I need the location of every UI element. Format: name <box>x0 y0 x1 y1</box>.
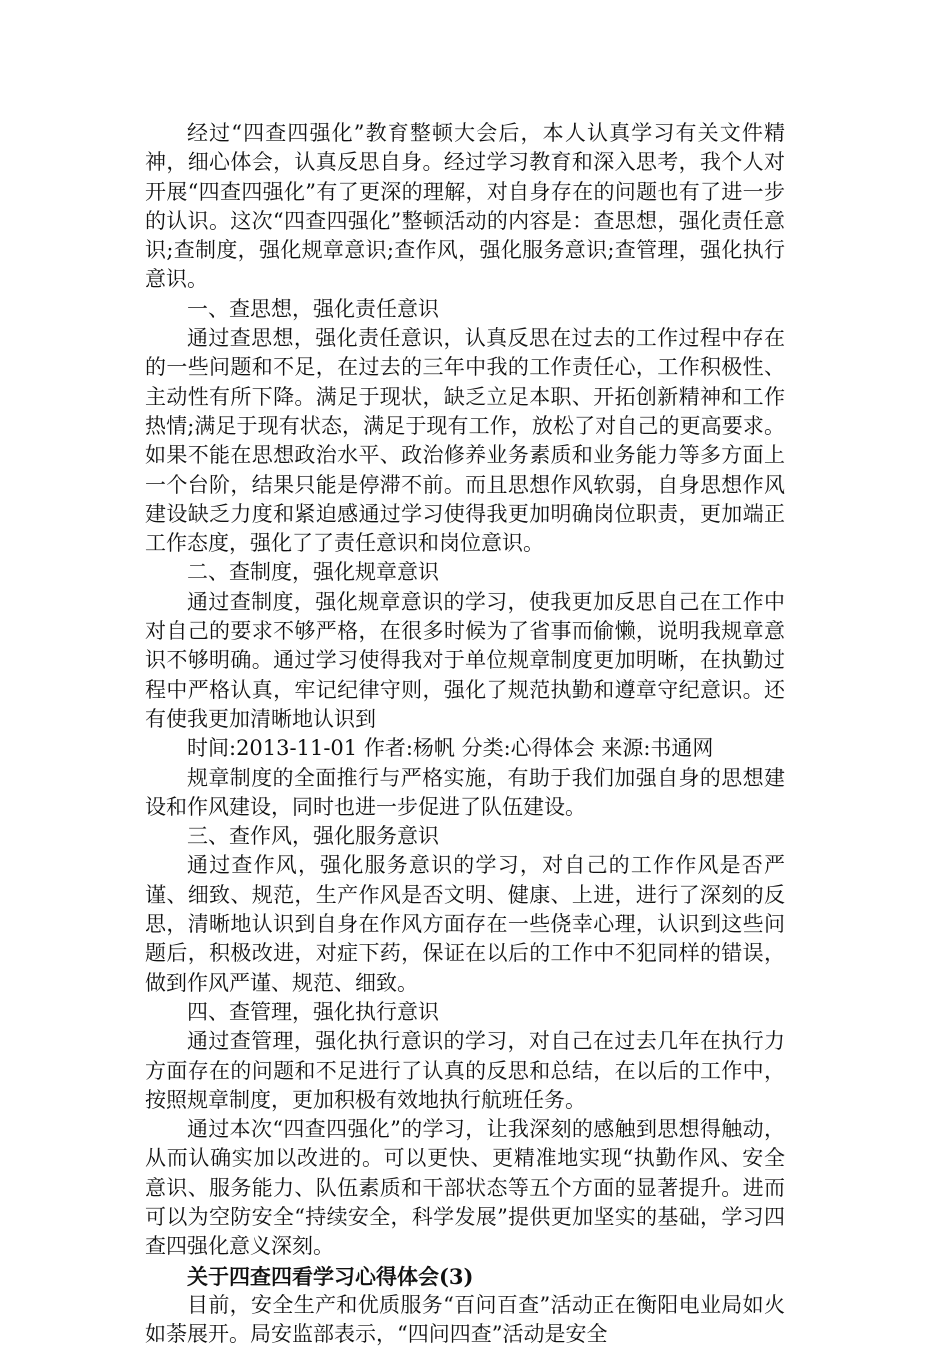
article-title: 关于四查四看学习心得体会(3) <box>187 1263 474 1289</box>
section-heading-1: 一、查思想，强化责任意识 <box>187 296 439 321</box>
section-2-paragraph: 通过查制度，强化规章意识的学习，使我更加反思自己在工作中对自己的要求不够严格，在很多时候为了省事而偷懒，说明我规章意识不够明确。通过学习使得我对于单位规章制度更加明晰，在执勤过程中严格认真，牢记纪律守则，强化了规范执勤和遵章守纪意识。还有使我更加清晰地认识到 <box>145 589 785 731</box>
section-1-paragraph: 通过查思想，强化责任意识，认真反思在过去的工作过程中存在的一些问题和不足，在过去的三年中我的工作责任心，工作积极性、主动性有所下降。满足于现状，缺乏立足本职、开拓创新精神和工作热情;满足于现有状态，满足于现有工作，放松了对自己的更高要求。如果不能在思想政治水平、政治修养业务素质和业务能力等多方面上一个台阶，结果只能是停滞不前。而且思想作风软弱，自身思想作风建设缺乏力度和紧迫感通过学习使得我更加明确岗位职责，更加端正工作态度，强化了了责任意识和岗位意识。 <box>145 326 785 556</box>
section-4-paragraph: 通过查管理，强化执行意识的学习，对自己在过去几年在执行力方面存在的问题和不足进行了认真的反思和总结，在以后的工作中，按照规章制度，更加积极有效地执行航班任务。 <box>145 1029 785 1112</box>
conclusion-paragraph: 通过本次“四查四强化”的学习，让我深刻的感触到思想得触动，从而认确实加以改进的。可以更快、更精准地实现“执勤作风、安全意识、服务能力、队伍素质和干部状态等五个方面的显著提升。进而可以为空防安全“持续安全，科学发展”提供更加坚实的基础，学习四查四强化意义深刻。 <box>145 1117 785 1259</box>
section-2-continued-paragraph: 规章制度的全面推行与严格实施，有助于我们加强自身的思想建设和作风建设，同时也进一步促进了队伍建设。 <box>145 765 785 819</box>
document-body <box>145 119 785 1349</box>
article-opening-paragraph: 目前，安全生产和优质服务“百问百查”活动正在衡阳电业局如火如荼展开。局安监部表示，“四问四查”活动是安全 <box>145 1292 785 1347</box>
intro-paragraph: 经过“四查四强化”教育整顿大会后，本人认真学习有关文件精神，细心体会，认真反思自身。经过学习教育和深入思考，我个人对开展“四查四强化”有了更深的理解，对自身存在的问题也有了进一步的认识。这次“四查四强化”整顿活动的内容是：查思想，强化责任意识;查制度，强化规章意识;查作风，强化服务意识;查管理，强化执行意识。 <box>145 121 785 292</box>
section-heading-4: 四、查管理，强化执行意识 <box>187 999 439 1024</box>
section-heading-3: 三、查作风，强化服务意识 <box>187 824 439 849</box>
article-meta-line: 时间:2013-11-01 作者:杨帆 分类:心得体会 来源:书通网 <box>187 736 714 761</box>
section-3-paragraph: 通过查作风，强化服务意识的学习，对自己的工作作风是否严谨、细致、规范，生产作风是否文明、健康、上进，进行了深刻的反思，清晰地认识到自身在作风方面存在一些侥幸心理，认识到这些问题后，积极改进，对症下药，保证在以后的工作中不犯同样的错误，做到作风严谨、规范、细致。 <box>145 853 785 995</box>
section-heading-2: 二、查制度，强化规章意识 <box>187 560 439 585</box>
